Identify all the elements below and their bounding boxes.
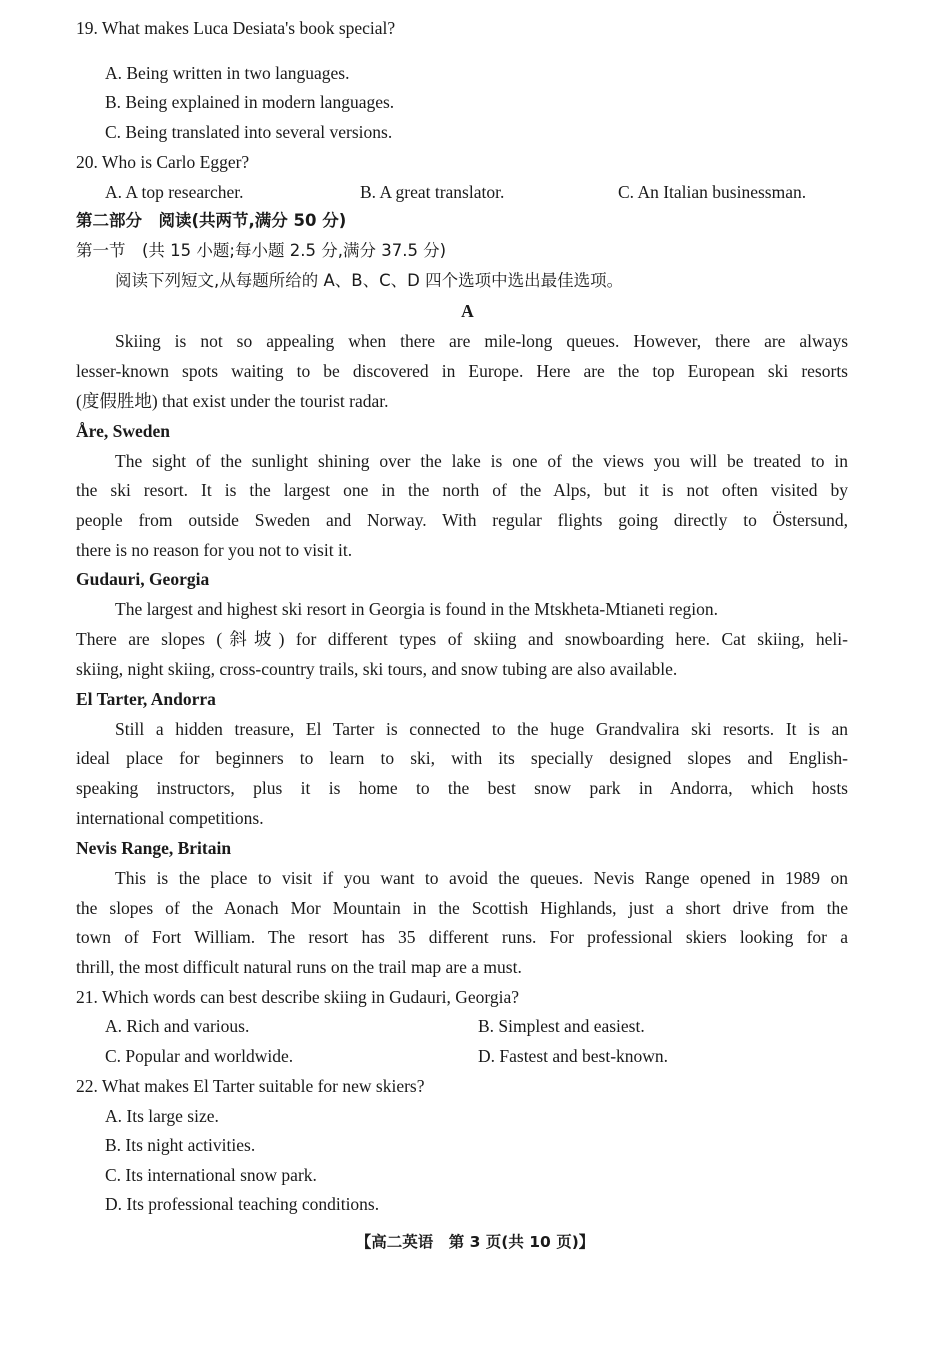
el-tarter-line-2: ideal place for beginners to learn to ski, with its specially designed slopes and English- — [76, 748, 848, 768]
q20-option-b: B. A great translator. — [360, 182, 505, 202]
passage-label: A — [461, 301, 474, 321]
q21-option-a: A. Rich and various. — [105, 1016, 250, 1036]
are-line-3: people from outside Sweden and Norway. With regular flights going directly to Östersund, — [76, 510, 848, 530]
q19-option-c: C. Being translated into several versions. — [105, 122, 393, 142]
q22-option-d: D. Its professional teaching conditions. — [105, 1194, 380, 1214]
are-line-4: there is no reason for you not to visit it. — [76, 540, 353, 560]
intro-line-1: Skiing is not so appealing when there are mile-long queues. However, there are always — [115, 331, 848, 351]
q20-option-c: C. An Italian businessman. — [618, 182, 807, 202]
resort-heading-nevis-range: Nevis Range, Britain — [76, 838, 232, 858]
resort-heading-gudauri: Gudauri, Georgia — [76, 569, 210, 589]
q19-option-a: A. Being written in two languages. — [105, 63, 350, 83]
q20-option-a: A. A top researcher. — [105, 182, 244, 202]
section-one-title: 第一节 (共 15 小题;每小题 2.5 分,满分 37.5 分) — [76, 241, 447, 260]
gudauri-line-3: skiing, night skiing, cross-country trails, ski tours, and snow tubing are also available. — [76, 659, 678, 679]
q21-option-d: D. Fastest and best-known. — [478, 1046, 669, 1066]
nevis-line-2: the slopes of the Aonach Mor Mountain in the Scottish Highlands, just a short drive from the — [76, 898, 848, 918]
q20-options — [105, 181, 807, 203]
question-20-stem: 20. Who is Carlo Egger? — [76, 152, 250, 172]
nevis-line-4: thrill, the most difficult natural runs on the trail map are a must. — [76, 957, 522, 977]
gudauri-line-2: There are slopes (斜坡) for different types of skiing and snowboarding here. Cat skiing, heli- — [76, 629, 848, 649]
resort-heading-el-tarter: El Tarter, Andorra — [76, 689, 216, 709]
el-tarter-line-1: Still a hidden treasure, El Tarter is connected to the huge Grandvalira ski resorts. It is an — [115, 719, 848, 739]
are-line-1: The sight of the sunlight shining over the lake is one of the views you will be treated to in — [115, 451, 848, 471]
q21-options-row-1 — [105, 1015, 645, 1037]
nevis-line-1: This is the place to visit if you want to avoid the queues. Nevis Range opened in 1989 on — [115, 868, 848, 888]
el-tarter-line-4: international competitions. — [76, 808, 264, 828]
are-line-2: the ski resort. It is the largest one in the north of the Alps, but it is not often visited by — [76, 480, 848, 500]
q22-option-a: A. Its large size. — [105, 1106, 219, 1126]
q21-options-row-2 — [105, 1045, 669, 1067]
part-two-title: 第二部分 阅读(共两节,满分 50 分) — [76, 211, 347, 230]
question-19-stem-cropped: 19. What makes Luca Desiata's book special? — [76, 18, 396, 38]
reading-instruction: 阅读下列短文,从每题所给的 A、B、C、D 四个选项中选出最佳选项。 — [115, 271, 624, 290]
intro-line-2: lesser-known spots waiting to be discovered in Europe. Here are the top European ski resorts — [76, 361, 848, 381]
resort-heading-are: Åre, Sweden — [76, 421, 170, 441]
q19-option-b: B. Being explained in modern languages. — [105, 92, 395, 112]
el-tarter-line-3: speaking instructors, plus it is home to the best snow park in Andorra, which hosts — [76, 778, 848, 798]
q22-option-b: B. Its night activities. — [105, 1135, 256, 1155]
gudauri-line-1: The largest and highest ski resort in Georgia is found in the Mtskheta-Mtianeti region. — [115, 599, 718, 619]
page-footer: 【高二英语 第 3 页(共 10 页)】 — [355, 1233, 595, 1251]
q21-option-b: B. Simplest and easiest. — [478, 1016, 645, 1036]
q22-option-c: C. Its international snow park. — [105, 1165, 317, 1185]
question-21-stem: 21. Which words can best describe skiing in Gudauri, Georgia? — [76, 987, 520, 1007]
question-22-stem: 22. What makes El Tarter suitable for new skiers? — [76, 1076, 425, 1096]
intro-line-3: (度假胜地) that exist under the tourist radar. — [76, 391, 389, 411]
nevis-line-3: town of Fort William. The resort has 35 different runs. For professional skiers looking for a — [76, 927, 848, 947]
q21-option-c: C. Popular and worldwide. — [105, 1046, 294, 1066]
